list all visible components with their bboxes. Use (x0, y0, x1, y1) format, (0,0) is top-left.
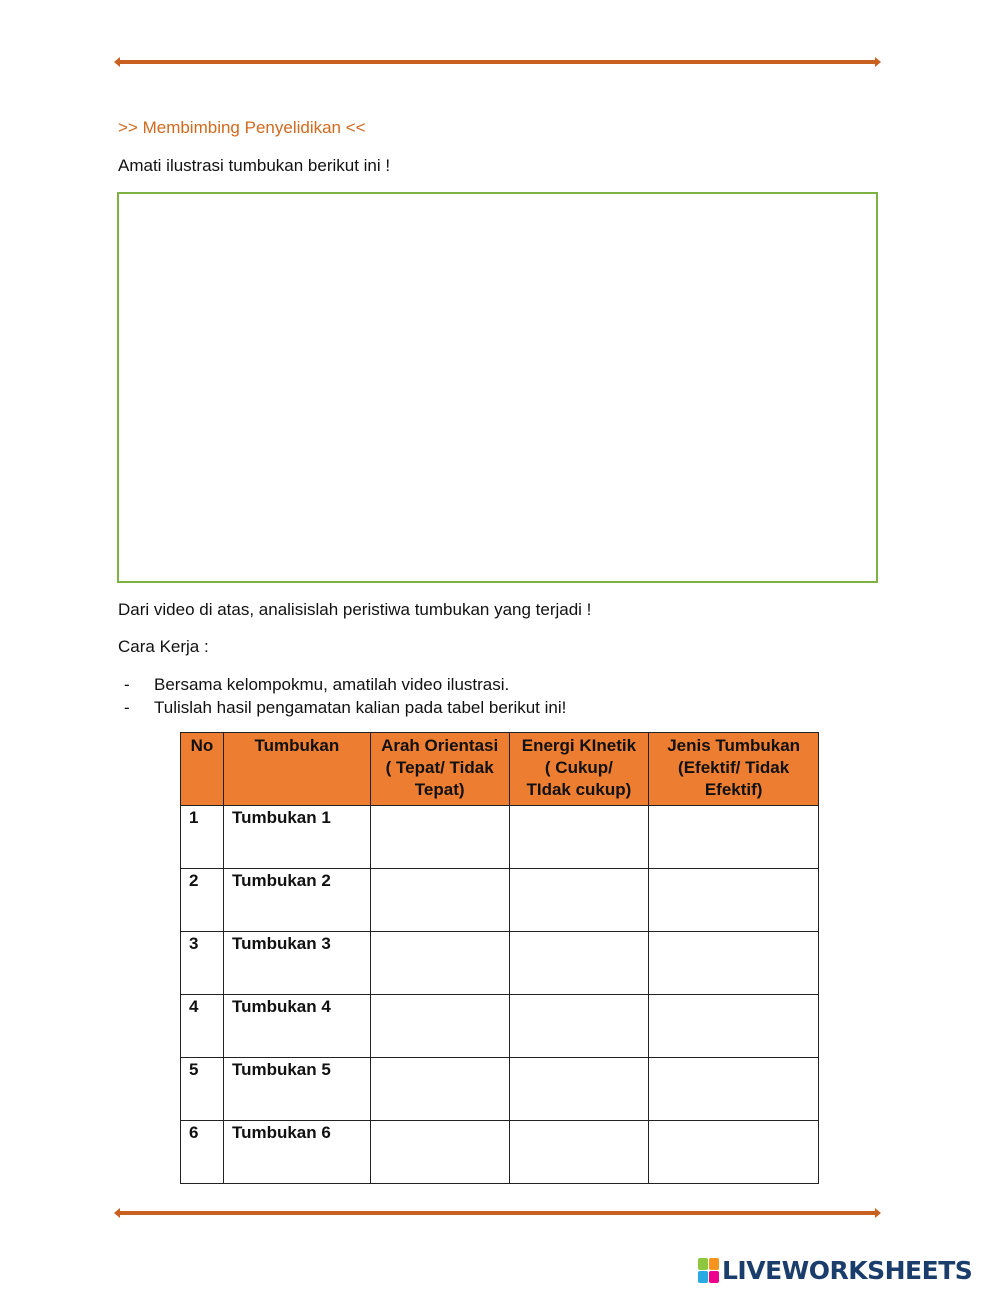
cell-jenis-input[interactable] (649, 932, 819, 995)
cell-energi-input[interactable] (509, 806, 649, 869)
cell-no: 6 (181, 1121, 224, 1184)
cell-jenis-input[interactable] (649, 995, 819, 1058)
cell-energi-input[interactable] (509, 1121, 649, 1184)
section-heading: >> Membimbing Penyelidikan << (118, 118, 366, 137)
question-text: Dari video di atas, analisislah peristiwa tumbukan yang terjadi ! (118, 600, 592, 619)
step-text: Tulislah hasil pengamatan kalian pada tabel berikut ini! (154, 698, 567, 717)
logo-square (698, 1271, 708, 1283)
header-jenis-tumbukan: Jenis Tumbukan (Efektif/ Tidak Efektif) (649, 733, 819, 806)
cell-arah-input[interactable] (370, 1058, 509, 1121)
cell-tumbukan: Tumbukan 4 (223, 995, 370, 1058)
cell-arah-input[interactable] (370, 806, 509, 869)
observation-table (180, 732, 819, 1184)
table-header-row (181, 733, 819, 806)
logo-text: LIVEWORKSHEETS (722, 1256, 973, 1285)
method-label: Cara Kerja : (118, 637, 209, 656)
table-row (181, 806, 819, 869)
liveworksheets-logo[interactable] (698, 1256, 972, 1285)
logo-square (698, 1258, 708, 1270)
logo-square (709, 1271, 719, 1283)
instruction-text: Amati ilustrasi tumbukan berikut ini ! (118, 156, 391, 175)
step-marker: - (124, 675, 130, 694)
liveworksheets-mark-icon (698, 1258, 719, 1283)
cell-tumbukan: Tumbukan 1 (223, 806, 370, 869)
logo-square (709, 1258, 719, 1270)
step-text: Bersama kelompokmu, amatilah video ilustrasi. (154, 675, 510, 694)
cell-no: 3 (181, 932, 224, 995)
cell-no: 2 (181, 869, 224, 932)
table-row (181, 932, 819, 995)
cell-no: 4 (181, 995, 224, 1058)
video-illustration-frame[interactable] (117, 192, 878, 583)
cell-tumbukan: Tumbukan 6 (223, 1121, 370, 1184)
cell-arah-input[interactable] (370, 1121, 509, 1184)
header-energi-kinetik: Energi KInetik ( Cukup/ TIdak cukup) (509, 733, 649, 806)
cell-arah-input[interactable] (370, 869, 509, 932)
header-tumbukan: Tumbukan (223, 733, 370, 806)
table-row (181, 869, 819, 932)
step-marker: - (124, 698, 130, 717)
cell-tumbukan: Tumbukan 5 (223, 1058, 370, 1121)
header-no: No (181, 733, 224, 806)
cell-jenis-input[interactable] (649, 806, 819, 869)
cell-no: 5 (181, 1058, 224, 1121)
table-row (181, 995, 819, 1058)
bottom-divider (118, 1211, 877, 1215)
cell-jenis-input[interactable] (649, 869, 819, 932)
cell-energi-input[interactable] (509, 869, 649, 932)
cell-jenis-input[interactable] (649, 1058, 819, 1121)
cell-no: 1 (181, 806, 224, 869)
table-row (181, 1058, 819, 1121)
cell-energi-input[interactable] (509, 1058, 649, 1121)
cell-energi-input[interactable] (509, 932, 649, 995)
cell-tumbukan: Tumbukan 3 (223, 932, 370, 995)
table-row (181, 1121, 819, 1184)
top-divider (118, 60, 877, 64)
cell-jenis-input[interactable] (649, 1121, 819, 1184)
header-arah-orientasi: Arah Orientasi ( Tepat/ Tidak Tepat) (370, 733, 509, 806)
cell-arah-input[interactable] (370, 932, 509, 995)
cell-arah-input[interactable] (370, 995, 509, 1058)
cell-tumbukan: Tumbukan 2 (223, 869, 370, 932)
cell-energi-input[interactable] (509, 995, 649, 1058)
